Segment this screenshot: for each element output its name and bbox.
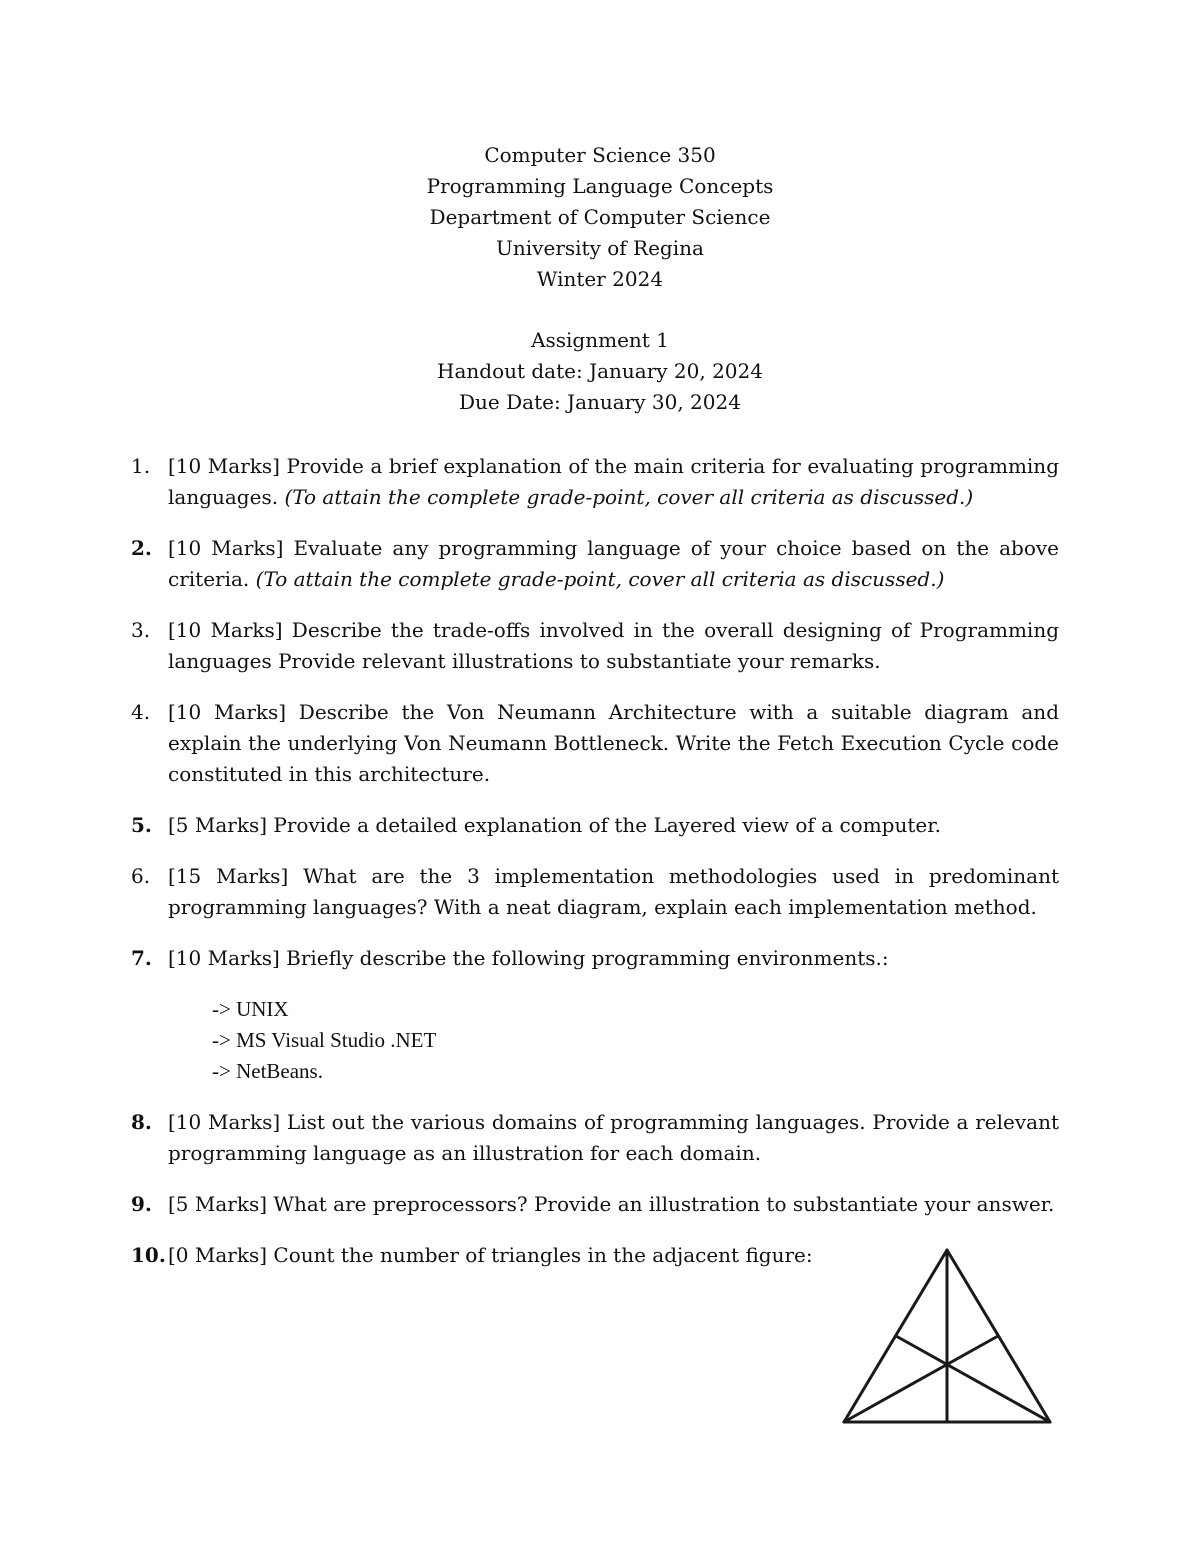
question-number: 5. [131,813,152,837]
triangle-puzzle-figure [838,1244,1058,1430]
question-number: 7. [131,946,152,970]
department-name: Department of Computer Science [429,205,771,229]
question-number: 4. [131,700,151,724]
environment-item-visual-studio: -> MS Visual Studio .NET [212,1028,437,1052]
question-text: [10 Marks] List out the various domains of programming languages. Provide a relevant programming language as an illustration for each domain. [168,1110,1059,1165]
question-note: (To attain the complete grade-point, cover all criteria as discussed.) [255,567,945,591]
question-text: [5 Marks] Provide a detailed explanation of the Layered view of a computer. [168,813,941,837]
question-1 [131,451,1059,513]
environment-item-unix: -> UNIX [212,997,289,1021]
question-4 [131,697,1059,790]
header-spacer [0,295,1200,325]
question-7 [131,943,1059,1087]
question-9 [131,1189,1059,1220]
course-number: Computer Science 350 [484,143,716,167]
term-label: Winter 2024 [536,267,664,291]
question-6 [131,861,1059,923]
question-8 [131,1107,1059,1169]
question-number: 3. [131,618,151,642]
university-name: University of Regina [496,236,704,260]
question-text: [10 Marks] Evaluate any programming language of your choice based on the above criteria. [168,536,1059,591]
course-title: Programming Language Concepts [426,174,774,198]
question-number: 2. [131,536,152,560]
due-date: Due Date: January 30, 2024 [459,390,741,414]
environment-list [212,994,1059,1087]
question-number: 10. [131,1243,166,1267]
question-text: [10 Marks] Briefly describe the following programming environments.: [168,946,889,970]
document-header [0,140,1200,418]
handout-date: Handout date: January 20, 2024 [437,359,763,383]
question-text: [10 Marks] Provide a brief explanation of the main criteria for evaluating programming languages. [168,454,1059,509]
question-text: [10 Marks] Describe the trade-offs involved in the overall designing of Programming languages Provide relevant illustrations to substantiate your remarks. [168,618,1059,673]
question-3 [131,615,1059,677]
assignment-title: Assignment 1 [531,328,669,352]
question-note: (To attain the complete grade-point, cover all criteria as discussed.) [284,485,974,509]
question-5 [131,810,1059,841]
question-list [131,451,1059,1291]
question-text: [15 Marks] What are the 3 implementation methodologies used in predominant programming languages? With a neat diagram, explain each implementation method. [168,864,1059,919]
environment-item-netbeans: -> NetBeans. [212,1059,323,1083]
question-number: 6. [131,864,151,888]
question-2 [131,533,1059,595]
question-text: [0 Marks] Count the number of triangles in the adjacent figure: [168,1243,813,1267]
question-text: [5 Marks] What are preprocessors? Provide an illustration to substantiate your answer. [168,1192,1055,1216]
question-number: 8. [131,1110,152,1134]
question-text: [10 Marks] Describe the Von Neumann Architecture with a suitable diagram and explain the underlying Von Neumann Bottleneck. Write the Fetch Execution Cycle code constituted in this architecture. [168,700,1059,786]
question-number: 1. [131,454,151,478]
question-number: 9. [131,1192,152,1216]
